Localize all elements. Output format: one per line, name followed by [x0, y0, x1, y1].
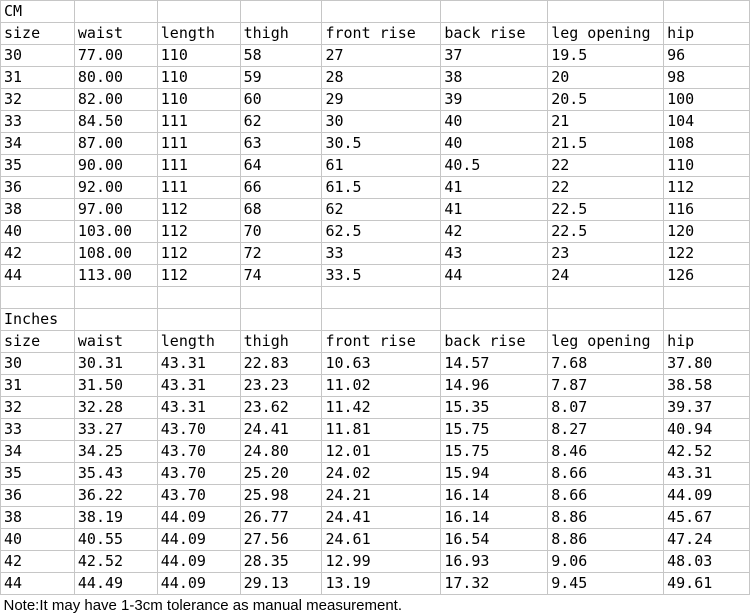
- table-cell: 44.09: [157, 573, 240, 595]
- table-cell: 38: [441, 67, 548, 89]
- table-cell: 43.70: [157, 419, 240, 441]
- table-cell: 40: [441, 133, 548, 155]
- column-header: leg opening: [548, 23, 664, 45]
- table-cell: 24.41: [240, 419, 322, 441]
- cm-header-row: [1, 23, 750, 45]
- table-cell: 23.23: [240, 375, 322, 397]
- table-cell: 31: [1, 67, 75, 89]
- table-cell: 16.54: [441, 529, 548, 551]
- empty-cell: [664, 309, 750, 331]
- table-cell: 7.87: [548, 375, 664, 397]
- inches-table-row: [1, 529, 750, 551]
- table-cell: 111: [157, 155, 240, 177]
- size-chart-body: [1, 1, 750, 616]
- table-cell: 8.66: [548, 485, 664, 507]
- inches-table-row: [1, 397, 750, 419]
- empty-cell: [157, 287, 240, 309]
- inches-table-row: [1, 353, 750, 375]
- table-cell: 30.5: [322, 133, 441, 155]
- table-cell: 29.13: [240, 573, 322, 595]
- table-cell: 68: [240, 199, 322, 221]
- table-cell: 16.14: [441, 507, 548, 529]
- table-cell: 23.62: [240, 397, 322, 419]
- column-header: front rise: [322, 331, 441, 353]
- inches-table-row: [1, 573, 750, 595]
- table-cell: 44.49: [74, 573, 157, 595]
- table-cell: 25.20: [240, 463, 322, 485]
- table-cell: 34.25: [74, 441, 157, 463]
- table-cell: 104: [664, 111, 750, 133]
- table-cell: 21.5: [548, 133, 664, 155]
- table-cell: 33.5: [322, 265, 441, 287]
- cm-table-row: [1, 45, 750, 67]
- table-cell: 33: [1, 419, 75, 441]
- table-cell: 27: [322, 45, 441, 67]
- cm-title-row: [1, 1, 750, 23]
- empty-cell: [441, 1, 548, 23]
- table-cell: 16.14: [441, 485, 548, 507]
- table-cell: 61: [322, 155, 441, 177]
- table-cell: 24.80: [240, 441, 322, 463]
- cm-table-row: [1, 89, 750, 111]
- table-cell: 74: [240, 265, 322, 287]
- table-cell: 22: [548, 155, 664, 177]
- empty-cell: [157, 309, 240, 331]
- table-cell: 24: [548, 265, 664, 287]
- column-header: waist: [74, 331, 157, 353]
- table-cell: 42: [1, 243, 75, 265]
- table-cell: 10.63: [322, 353, 441, 375]
- table-cell: 62: [240, 111, 322, 133]
- table-cell: 42: [441, 221, 548, 243]
- table-cell: 45.67: [664, 507, 750, 529]
- inches-table-row: [1, 375, 750, 397]
- table-cell: 108: [664, 133, 750, 155]
- empty-cell: [240, 287, 322, 309]
- table-cell: 44.09: [664, 485, 750, 507]
- table-cell: 111: [157, 177, 240, 199]
- table-cell: 35: [1, 155, 75, 177]
- table-cell: 23: [548, 243, 664, 265]
- table-cell: 28.35: [240, 551, 322, 573]
- table-cell: 112: [157, 265, 240, 287]
- table-cell: 27.56: [240, 529, 322, 551]
- table-cell: 8.86: [548, 507, 664, 529]
- table-cell: 36: [1, 177, 75, 199]
- table-cell: 98: [664, 67, 750, 89]
- empty-cell: [74, 287, 157, 309]
- table-cell: 64: [240, 155, 322, 177]
- table-cell: 90.00: [74, 155, 157, 177]
- cm-table-row: [1, 243, 750, 265]
- table-cell: 43.70: [157, 441, 240, 463]
- table-cell: 82.00: [74, 89, 157, 111]
- table-cell: 60: [240, 89, 322, 111]
- table-cell: 110: [157, 89, 240, 111]
- table-cell: 43.31: [157, 353, 240, 375]
- table-cell: 38.19: [74, 507, 157, 529]
- table-cell: 28: [322, 67, 441, 89]
- inches-header-row: [1, 331, 750, 353]
- table-cell: 47.24: [664, 529, 750, 551]
- table-cell: 34: [1, 441, 75, 463]
- table-cell: 12.01: [322, 441, 441, 463]
- table-cell: 110: [157, 45, 240, 67]
- column-header: back rise: [441, 23, 548, 45]
- table-cell: 38: [1, 507, 75, 529]
- empty-cell: [322, 1, 441, 23]
- table-cell: 41: [441, 199, 548, 221]
- table-cell: 32: [1, 397, 75, 419]
- table-cell: 8.27: [548, 419, 664, 441]
- table-cell: 15.75: [441, 441, 548, 463]
- table-cell: 24.02: [322, 463, 441, 485]
- table-cell: 22.5: [548, 199, 664, 221]
- table-cell: 110: [157, 67, 240, 89]
- inches-table-row: [1, 463, 750, 485]
- table-cell: 22.83: [240, 353, 322, 375]
- tolerance-note: Note:It may have 1-3cm tolerance as manual measurement.: [1, 595, 750, 616]
- table-cell: 44: [1, 573, 75, 595]
- table-cell: 40: [1, 221, 75, 243]
- table-cell: 111: [157, 111, 240, 133]
- table-cell: 8.86: [548, 529, 664, 551]
- table-cell: 37.80: [664, 353, 750, 375]
- table-cell: 21: [548, 111, 664, 133]
- table-cell: 42: [1, 551, 75, 573]
- table-cell: 87.00: [74, 133, 157, 155]
- table-cell: 96: [664, 45, 750, 67]
- table-cell: 29: [322, 89, 441, 111]
- table-cell: 39.37: [664, 397, 750, 419]
- table-cell: 31.50: [74, 375, 157, 397]
- table-cell: 25.98: [240, 485, 322, 507]
- empty-cell: [548, 309, 664, 331]
- cm-table-row: [1, 155, 750, 177]
- table-cell: 120: [664, 221, 750, 243]
- table-cell: 7.68: [548, 353, 664, 375]
- empty-cell: [322, 287, 441, 309]
- table-cell: 13.19: [322, 573, 441, 595]
- table-cell: 97.00: [74, 199, 157, 221]
- table-cell: 15.35: [441, 397, 548, 419]
- empty-cell: [74, 309, 157, 331]
- table-cell: 8.46: [548, 441, 664, 463]
- table-cell: 17.32: [441, 573, 548, 595]
- column-header: length: [157, 23, 240, 45]
- cm-table-row: [1, 67, 750, 89]
- table-cell: 24.41: [322, 507, 441, 529]
- note-row: [1, 595, 750, 616]
- empty-cell: [240, 1, 322, 23]
- table-cell: 44.09: [157, 551, 240, 573]
- table-cell: 44: [441, 265, 548, 287]
- table-cell: 59: [240, 67, 322, 89]
- column-header: length: [157, 331, 240, 353]
- table-cell: 40.94: [664, 419, 750, 441]
- table-cell: 40: [441, 111, 548, 133]
- table-cell: 39: [441, 89, 548, 111]
- table-cell: 14.96: [441, 375, 548, 397]
- table-cell: 9.06: [548, 551, 664, 573]
- table-cell: 24.61: [322, 529, 441, 551]
- empty-cell: [548, 287, 664, 309]
- table-cell: 43.70: [157, 463, 240, 485]
- table-cell: 22: [548, 177, 664, 199]
- table-cell: 33.27: [74, 419, 157, 441]
- table-cell: 20: [548, 67, 664, 89]
- table-cell: 38.58: [664, 375, 750, 397]
- table-cell: 72: [240, 243, 322, 265]
- table-cell: 22.5: [548, 221, 664, 243]
- table-cell: 37: [441, 45, 548, 67]
- column-header: size: [1, 331, 75, 353]
- table-cell: 15.75: [441, 419, 548, 441]
- table-cell: 110: [664, 155, 750, 177]
- table-cell: 36: [1, 485, 75, 507]
- table-cell: 44: [1, 265, 75, 287]
- table-cell: 43.31: [664, 463, 750, 485]
- table-cell: 126: [664, 265, 750, 287]
- table-cell: 36.22: [74, 485, 157, 507]
- table-cell: 108.00: [74, 243, 157, 265]
- table-cell: 103.00: [74, 221, 157, 243]
- table-cell: 38: [1, 199, 75, 221]
- column-header: waist: [74, 23, 157, 45]
- cm-table-row: [1, 133, 750, 155]
- table-cell: 62: [322, 199, 441, 221]
- column-header: size: [1, 23, 75, 45]
- cm-table-row: [1, 177, 750, 199]
- table-cell: 77.00: [74, 45, 157, 67]
- table-cell: 43.31: [157, 397, 240, 419]
- column-header: front rise: [322, 23, 441, 45]
- table-cell: 66: [240, 177, 322, 199]
- cm-table-row: [1, 199, 750, 221]
- table-cell: 40.5: [441, 155, 548, 177]
- table-cell: 11.42: [322, 397, 441, 419]
- column-header: hip: [664, 23, 750, 45]
- empty-cell: [548, 1, 664, 23]
- table-cell: 30.31: [74, 353, 157, 375]
- table-cell: 8.07: [548, 397, 664, 419]
- table-cell: 24.21: [322, 485, 441, 507]
- table-cell: 12.99: [322, 551, 441, 573]
- table-cell: 35.43: [74, 463, 157, 485]
- empty-cell: [157, 1, 240, 23]
- table-cell: 30: [1, 45, 75, 67]
- table-cell: 113.00: [74, 265, 157, 287]
- table-cell: 30: [1, 353, 75, 375]
- table-cell: 44.09: [157, 507, 240, 529]
- table-cell: 42.52: [664, 441, 750, 463]
- table-cell: 70: [240, 221, 322, 243]
- table-cell: 116: [664, 199, 750, 221]
- empty-cell: [1, 287, 75, 309]
- table-cell: 19.5: [548, 45, 664, 67]
- table-cell: 35: [1, 463, 75, 485]
- table-cell: 112: [157, 199, 240, 221]
- table-cell: 20.5: [548, 89, 664, 111]
- cm-table-row: [1, 111, 750, 133]
- table-cell: 8.66: [548, 463, 664, 485]
- inches-table-row: [1, 507, 750, 529]
- empty-cell: [74, 1, 157, 23]
- table-cell: 30: [322, 111, 441, 133]
- table-cell: 49.61: [664, 573, 750, 595]
- table-cell: 32: [1, 89, 75, 111]
- inches-section-title: Inches: [1, 309, 75, 331]
- table-cell: 32.28: [74, 397, 157, 419]
- table-cell: 43.31: [157, 375, 240, 397]
- column-header: back rise: [441, 331, 548, 353]
- table-cell: 63: [240, 133, 322, 155]
- table-cell: 16.93: [441, 551, 548, 573]
- column-header: thigh: [240, 23, 322, 45]
- table-cell: 15.94: [441, 463, 548, 485]
- table-cell: 62.5: [322, 221, 441, 243]
- table-cell: 42.52: [74, 551, 157, 573]
- empty-cell: [441, 309, 548, 331]
- table-cell: 111: [157, 133, 240, 155]
- inches-table-row: [1, 485, 750, 507]
- table-cell: 92.00: [74, 177, 157, 199]
- table-cell: 122: [664, 243, 750, 265]
- column-header: leg opening: [548, 331, 664, 353]
- table-cell: 84.50: [74, 111, 157, 133]
- table-cell: 14.57: [441, 353, 548, 375]
- table-cell: 43.70: [157, 485, 240, 507]
- table-cell: 100: [664, 89, 750, 111]
- empty-cell: [240, 309, 322, 331]
- table-cell: 61.5: [322, 177, 441, 199]
- table-cell: 80.00: [74, 67, 157, 89]
- table-cell: 34: [1, 133, 75, 155]
- empty-cell: [664, 1, 750, 23]
- table-cell: 33: [1, 111, 75, 133]
- table-cell: 44.09: [157, 529, 240, 551]
- cm-section-title: CM: [1, 1, 75, 23]
- table-cell: 112: [157, 243, 240, 265]
- empty-cell: [664, 287, 750, 309]
- column-header: hip: [664, 331, 750, 353]
- table-cell: 112: [664, 177, 750, 199]
- cm-table-row: [1, 265, 750, 287]
- table-cell: 11.81: [322, 419, 441, 441]
- spacer-row: [1, 287, 750, 309]
- table-cell: 26.77: [240, 507, 322, 529]
- inches-title-row: [1, 309, 750, 331]
- inches-table-row: [1, 551, 750, 573]
- table-cell: 33: [322, 243, 441, 265]
- table-cell: 31: [1, 375, 75, 397]
- table-cell: 11.02: [322, 375, 441, 397]
- table-cell: 40: [1, 529, 75, 551]
- table-cell: 41: [441, 177, 548, 199]
- table-cell: 43: [441, 243, 548, 265]
- cm-table-row: [1, 221, 750, 243]
- table-cell: 40.55: [74, 529, 157, 551]
- empty-cell: [441, 287, 548, 309]
- inches-table-row: [1, 441, 750, 463]
- table-cell: 48.03: [664, 551, 750, 573]
- inches-table-row: [1, 419, 750, 441]
- table-cell: 112: [157, 221, 240, 243]
- table-cell: 9.45: [548, 573, 664, 595]
- column-header: thigh: [240, 331, 322, 353]
- empty-cell: [322, 309, 441, 331]
- table-cell: 58: [240, 45, 322, 67]
